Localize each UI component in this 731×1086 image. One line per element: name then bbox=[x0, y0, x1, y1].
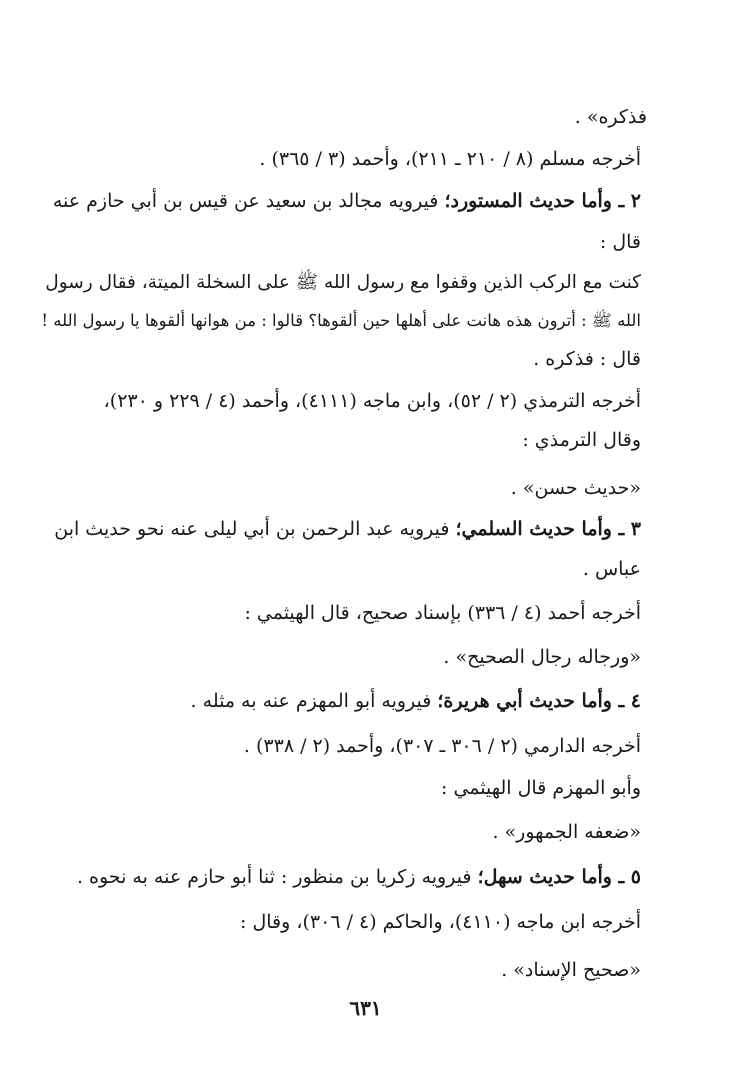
hadith-heading: ٤ ـ وأما حديث أبي هريرة؛ bbox=[437, 690, 641, 712]
text-line: الله ﷺ : أترون هذه هانت على أهلها حين ألقوها؟ قالوا : من هوانها ألقوها يا رسول الله ! bbox=[41, 311, 641, 330]
hadith-text: فيرويه زكريا بن منظور : ثنا أبو حازم عنه به نحوه . bbox=[76, 866, 478, 888]
text-line: كنت مع الركب الذين وقفوا مع رسول الله ﷺ على السخلة الميتة، فقال رسول bbox=[45, 272, 641, 293]
text-line bbox=[54, 516, 641, 542]
text-line: «ورجاله رجال الصحيح» . bbox=[443, 646, 641, 668]
text-line: «صحيح الإسناد» . bbox=[501, 959, 641, 981]
text-line bbox=[53, 188, 641, 214]
page-number: ٦٣١ bbox=[349, 996, 382, 1020]
hadith-heading: ٣ ـ وأما حديث السلمي؛ bbox=[455, 518, 641, 540]
text-line: أخرجه أحمد (٤ / ٣٣٦) بإسناد صحيح، قال الهيثمي : bbox=[244, 602, 641, 624]
text-line: وقال الترمذي : bbox=[522, 429, 641, 451]
text-line: قال : bbox=[599, 231, 641, 253]
text-line: «حديث حسن» . bbox=[510, 477, 641, 499]
hadith-text: فيرويه مجالد بن سعيد عن قيس بن أبي حازم عنه bbox=[52, 190, 445, 212]
text-line: «ضعفه الجمهور» . bbox=[492, 821, 641, 843]
text-line: فذكره» . bbox=[574, 106, 647, 128]
text-line: أخرجه ابن ماجه (٤١١٠)، والحاكم (٤ / ٣٠٦)، وقال : bbox=[240, 911, 641, 933]
text-line: أخرجه الترمذي (٢ / ٥٢)، وابن ماجه (٤١١١)، وأحمد (٤ / ٢٢٩ و ٢٣٠)، bbox=[103, 390, 641, 412]
text-line: قال : فذكره . bbox=[533, 348, 641, 370]
text-line: عباس . bbox=[582, 558, 641, 580]
hadith-heading: ٥ ـ وأما حديث سهل؛ bbox=[477, 866, 641, 888]
hadith-text: فيرويه عبد الرحمن بن أبي ليلى عنه نحو حديث ابن bbox=[54, 518, 456, 540]
text-line: أخرجه الدارمي (٢ / ٣٠٦ ـ ٣٠٧)، وأحمد (٢ / ٣٣٨) . bbox=[243, 735, 641, 757]
text-line bbox=[191, 688, 641, 714]
hadith-text: فيرويه أبو المهزم عنه به مثله . bbox=[190, 690, 438, 712]
text-line bbox=[77, 864, 641, 890]
text-line: وأبو المهزم قال الهيثمي : bbox=[441, 777, 641, 799]
hadith-heading: ٢ ـ وأما حديث المستورد؛ bbox=[444, 190, 641, 212]
text-line: أخرجه مسلم (٨ / ٢١٠ ـ ٢١١)، وأحمد (٣ / ٣٦٥) . bbox=[259, 148, 641, 170]
